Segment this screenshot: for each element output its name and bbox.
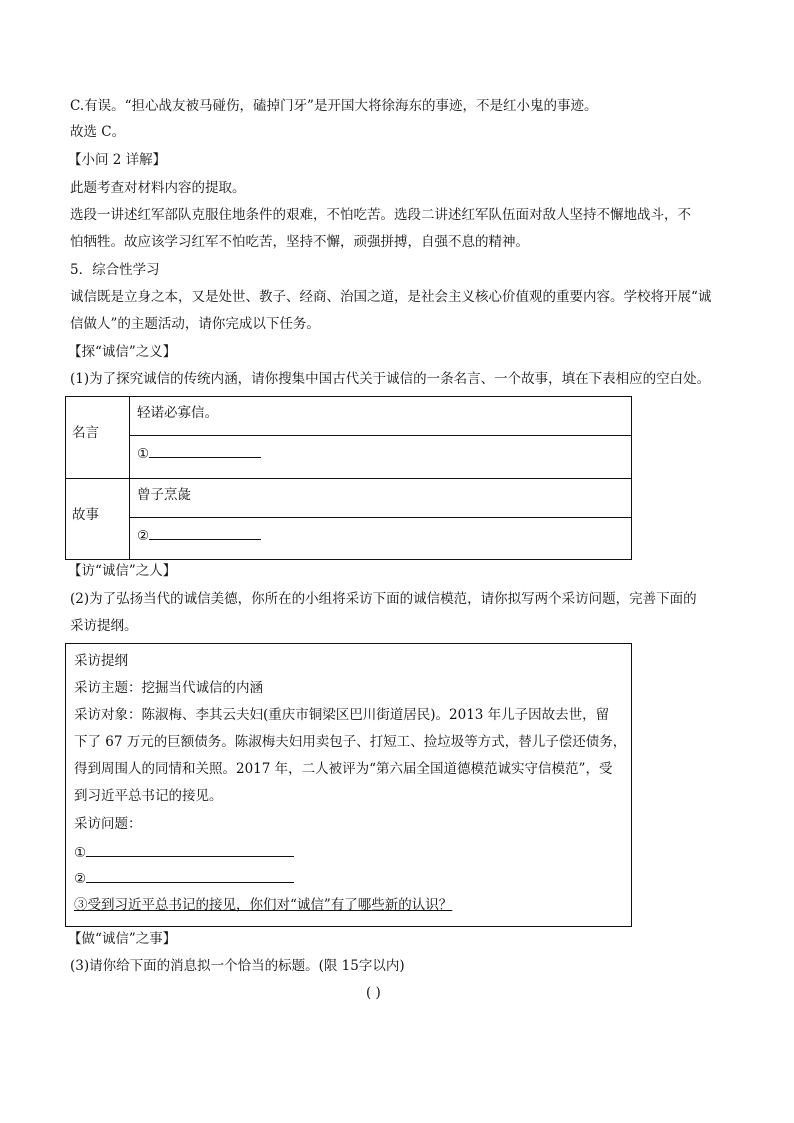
task-3-prompt: (3)请你给下面的消息拟一个恰当的标题。(限 15字以内) xyxy=(70,958,405,974)
outline-target: 下了 67 万元的巨额债务。陈淑梅夫妇用卖包子、打短工、捡垃圾等方式，替儿子偿还债务， xyxy=(74,734,627,750)
intro-paragraph: 诚信既是立身之本，又是处世、教子、经商、治国之道，是社会主义核心价值观的重要内容。学校将开展“诚 xyxy=(70,289,712,305)
section-heading-interview: 【访“诚信”之人】 xyxy=(68,563,177,579)
outline-questions-label: 采访问题： xyxy=(74,816,142,832)
task-1-prompt: (1)为了探究诚信的传统内涵，请你搜集中国古代关于诚信的一条名言、一个故事，填在下表相应的空白处。 xyxy=(70,371,711,387)
blank-marker: ① xyxy=(137,446,150,462)
table-header-quote: 名言 xyxy=(72,425,99,441)
blank-marker: ② xyxy=(74,871,87,887)
interview-outline-box xyxy=(65,643,632,927)
section-heading-practice: 【做“诚信”之事】 xyxy=(68,931,177,947)
answer-c-explanation: C.有误。“担心战友被马碰伤，磕掉门牙”是开国大将徐海东的事迹，不是红小鬼的事迹。 xyxy=(70,98,598,114)
intro-paragraph: 信做人”的主题活动，请你完成以下任务。 xyxy=(70,316,320,332)
table-divider xyxy=(66,478,631,479)
outline-theme: 采访主题：挖掘当代诚信的内涵 xyxy=(74,680,263,696)
outline-target: 到习近平总书记的接见。 xyxy=(74,788,223,804)
answer-parentheses[interactable]: ( ) xyxy=(366,985,381,1001)
answer-blank[interactable] xyxy=(149,443,261,458)
table-cell-quote-blank xyxy=(137,443,261,464)
table-divider xyxy=(129,517,631,518)
table-cell-story-blank xyxy=(137,525,261,546)
question-5-heading: 5．综合性学习 xyxy=(70,262,160,278)
table-divider xyxy=(129,435,631,436)
subquestion-2-heading: 【小问 2 详解】 xyxy=(68,152,167,168)
task-2-prompt: (2)为了弘扬当代的诚信美德，你所在的小组将采访下面的诚信模范，请你拟写两个采访问题，完善下面的 xyxy=(70,591,697,607)
blank-marker: ① xyxy=(74,845,87,861)
task-2-prompt: 采访提纲。 xyxy=(70,618,138,634)
blank-marker: ② xyxy=(137,528,150,544)
interview-question-3: ③受到习近平总书记的接见，你们对“诚信”有了哪些新的认识？ xyxy=(74,897,453,913)
answer-blank[interactable] xyxy=(86,842,294,857)
explanation-line: 此题考查对材料内容的提取。 xyxy=(70,180,246,196)
interview-question-1 xyxy=(74,842,294,863)
outline-target: 得到周围人的同情和关照。2017 年，二人被评为“第六届全国道德模范诚实守信模范”，受 xyxy=(74,761,613,777)
interview-question-2 xyxy=(74,868,294,889)
answer-choice: 故选 C。 xyxy=(70,124,126,140)
table-cell-quote-given: 轻诺必寡信。 xyxy=(137,405,218,421)
quote-story-table xyxy=(65,396,632,560)
table-header-story: 故事 xyxy=(72,507,99,523)
outline-target: 采访对象：陈淑梅、李其云夫妇(重庆市铜梁区巴川街道居民)。2013 年儿子因故去世，留 xyxy=(74,707,610,723)
answer-blank[interactable] xyxy=(86,868,294,883)
explanation-line: 怕牺牲。故应该学习红军不怕吃苦，坚持不懈，顽强拼搏，自强不息的精神。 xyxy=(70,234,529,250)
outline-title: 采访提纲 xyxy=(74,653,128,669)
section-heading-explore: 【探“诚信”之义】 xyxy=(68,344,177,360)
answer-blank[interactable] xyxy=(149,525,261,540)
explanation-line: 选段一讲述红军部队克服住地条件的艰难，不怕吃苦。选段二讲述红军队伍面对敌人坚持不懈地战斗，不 xyxy=(70,207,691,223)
table-cell-story-given: 曾子烹彘 xyxy=(137,487,191,503)
